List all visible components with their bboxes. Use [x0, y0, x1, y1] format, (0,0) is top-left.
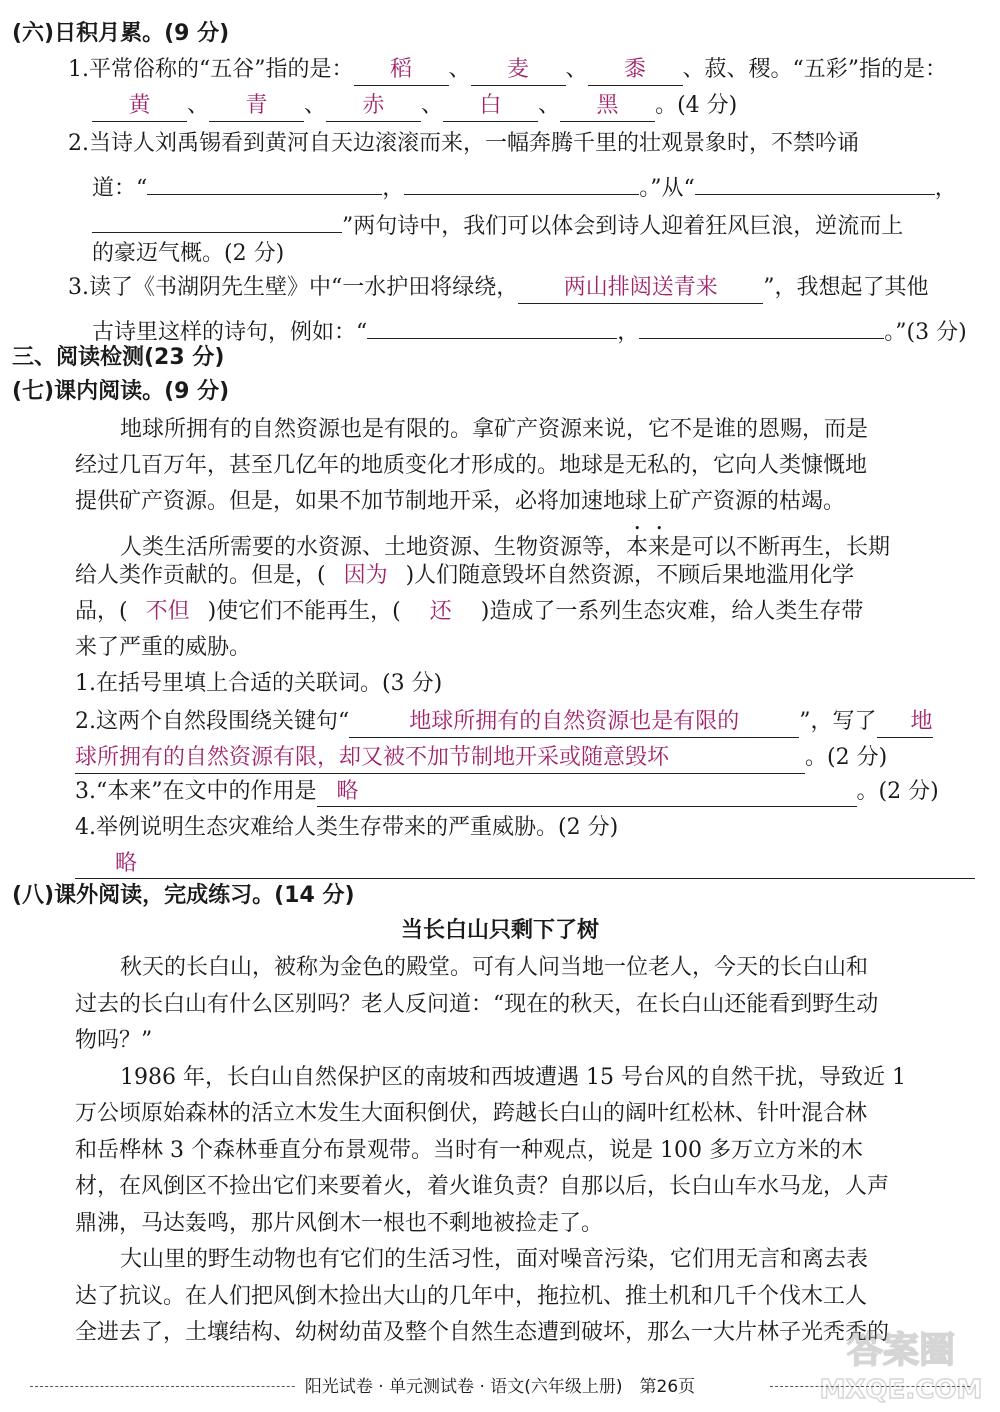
article-line: 达了抗议。在人们把风倒木捡出大山的几年中，拖拉机、推土机和几千个伐木工人	[75, 1283, 868, 1309]
section3-heading: 三、阅读检测(23 分)	[12, 345, 225, 370]
answer-blank[interactable]: 略	[317, 777, 857, 807]
watermark-domain: MXQE.COM	[819, 1375, 983, 1405]
part6-q2-line1: 2.当诗人刘禹锡看到黄河自天边滚滚而来，一幅奔腾千里的壮观景象时，不禁吟诵	[68, 131, 859, 156]
article-title: 当长白山只剩下了树	[400, 918, 599, 943]
part7-q3: 3.“本来”在文中的作用是 略 。(2 分)	[75, 774, 939, 810]
answer-blank[interactable]: 略	[75, 849, 975, 879]
article-line: 秋天的长白山，被称为金色的殿堂。可有人问当地一位老人，今天的长白山和	[120, 955, 869, 980]
part7-heading: (七)课内阅读。(9 分)	[12, 379, 230, 404]
part6-q2-line3: ”两句诗中，我们可以体会到诗人迎着狂风巨浪，逆流而上	[92, 202, 903, 245]
answer-blank[interactable]	[367, 308, 617, 339]
fill-answer[interactable]: 还	[429, 599, 452, 624]
article-line: 大山里的野生动物也有它们的生活习性，面对噪音污染，它们用无言和离去表	[120, 1247, 869, 1272]
passage-line: 给人类作贡献的。但是，( 因为 )人们随意毁坏自然资源，不顾后果地滥用化学	[75, 558, 854, 594]
answer-blank[interactable]	[695, 164, 935, 195]
answer-blank[interactable]: 地球所拥有的自然资源也是有限的	[349, 707, 799, 738]
article-line: 全进去了，土壤结构、幼树幼苗及整个自然生态遭到破坏，那么一大片林子光秃秃的	[75, 1320, 890, 1345]
article-line: 材，在风倒区不捡出它们来要着火，着火谁负责？自那以后，长白山车水马龙，人声	[75, 1174, 890, 1199]
article-line: 鼎沸，马达轰鸣，那片风倒木一根也不剩地被捡走了。	[75, 1210, 604, 1236]
answer-blank[interactable]: 黍	[588, 55, 683, 86]
passage-line: 提供矿产资源。但是，如果不加节制地开采，必将加速地球上矿产资源的枯竭。	[75, 489, 846, 514]
passage-line: 地球所拥有的自然资源也是有限的。拿矿产资源来说，它不是谁的恩赐，而是	[120, 417, 869, 442]
part7-q4-answer-line	[75, 846, 975, 882]
watermark-text: 答案圈	[846, 1330, 956, 1371]
answer-blank[interactable]	[147, 164, 382, 195]
part7-q4: 4.举例说明生态灾难给人类生存带来的严重威胁。(2 分)	[75, 815, 619, 840]
answer-blank[interactable]: 青	[209, 91, 304, 122]
article-line: 过去的长白山有什么区别吗？老人反问道：“现在的秋天，在长白山还能看到野生动	[75, 991, 879, 1017]
answer-blank[interactable]: 黄	[92, 91, 187, 122]
part8-heading: (八)课外阅读，完成练习。(14 分)	[12, 883, 355, 908]
part6-q1-line1: 1.平常俗称的“五谷”指的是： 稻 、 麦 、 黍 、菽、稷。“五彩”指的是：	[68, 52, 947, 88]
footer-text: 阳光试卷 · 单元测试卷 · 语文(六年级上册) 第26页	[295, 1377, 705, 1397]
answer-blank[interactable]: 两山排闼送青来	[518, 273, 763, 304]
answer-blank[interactable]: 麦	[471, 55, 566, 86]
part7-q2-line1: 2.这两个自然段围绕关键句“ 地球所拥有的自然资源也是有限的 ”，写了 地	[75, 704, 933, 740]
part6-q3-line1: 3.读了《书湖阴先生壁》中“一水护田将绿绕， 两山排闼送青来 ”，我想起了其他	[68, 270, 929, 306]
dotted-keyword: 本来	[626, 535, 671, 560]
answer-blank[interactable]: 赤	[326, 91, 421, 122]
watermark-logo	[816, 1318, 986, 1406]
part6-q3-line2: 古诗里这样的诗句，例如：“ ， 。”(3 分)	[92, 308, 967, 351]
part7-q2-line2: 球所拥有的自然资源有限，却又被不加节制地开采或随意毁坏 。(2 分)	[75, 740, 887, 776]
part6-q2-line2: 道：“ ， 。”从“ ，	[92, 164, 957, 207]
answer-blank[interactable]: 黑	[560, 91, 655, 122]
answer-blank[interactable]	[92, 202, 342, 233]
article-line: 1986 年，长白山自然保护区的南坡和西坡遭遇 15 号台风的自然干扰，导致近 1	[120, 1064, 906, 1090]
passage-line: 人类生活所需要的水资源、土地资源、生物资源等，本来是可以不断再生，长期	[120, 535, 891, 560]
part6-q2-line4: 的豪迈气概。(2 分)	[92, 241, 285, 266]
article-line: 万公顷原始森林的活立木发生大面积倒伏，跨越长白山的阔叶红松林、针叶混合林	[75, 1101, 868, 1126]
answer-blank[interactable]: 稻	[354, 55, 449, 86]
fill-answer[interactable]: 因为	[343, 563, 388, 588]
answer-blank[interactable]: 地	[877, 707, 933, 738]
part6-q1-line2: 黄 、 青 、 赤 、 白 、 黑 。(4 分)	[92, 88, 737, 124]
passage-line: 来了严重的威胁。	[75, 635, 252, 660]
passage-line: 品，( 不但 )使它们不能再生，( 还 )造成了一系列生态灾难，给人类生存带	[75, 594, 863, 630]
article-line: 物吗？”	[75, 1028, 153, 1053]
article-line: 和岳桦林 3 个森林垂直分布景观带。当时有一种观点，说是 100 多万立方米的木	[75, 1137, 863, 1163]
passage-line: 经过几百万年，甚至几亿年的地质变化才形成的。地球是无私的，它向人类慷慨地	[75, 453, 868, 478]
answer-blank[interactable]: 球所拥有的自然资源有限，却又被不加节制地开采或随意毁坏	[75, 743, 805, 774]
footer-divider	[30, 1386, 330, 1387]
answer-blank[interactable]	[404, 164, 639, 195]
fill-answer[interactable]: 不但	[145, 599, 190, 624]
answer-blank[interactable]	[639, 308, 884, 339]
part6-heading: (六)日积月累。(9 分)	[12, 21, 230, 46]
answer-blank[interactable]: 白	[443, 91, 538, 122]
part7-q1: 1.在括号里填上合适的关联词。(3 分)	[75, 671, 443, 696]
